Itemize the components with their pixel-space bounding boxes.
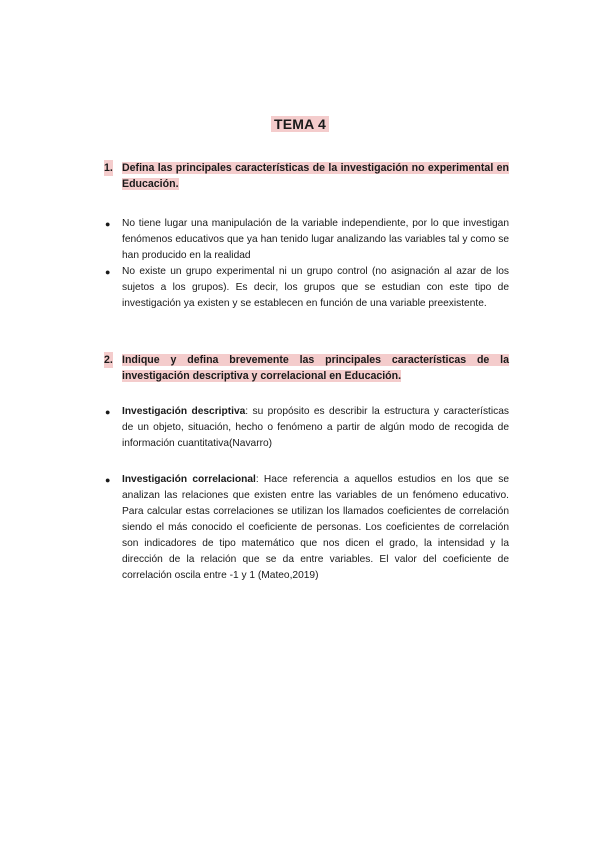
list-item bbox=[104, 264, 509, 312]
bullet-icon: ● bbox=[105, 267, 111, 277]
page-title bbox=[0, 116, 600, 132]
list-item-text: : Hace referencia a aquellos estudios en los que se analizan las relaciones que existen entre las variables de un fenómeno educativo. Para calcular estas correlaciones se utilizan los llamados coeficientes de correlación siendo el más conocido el coeficiente de personas. Los coeficientes de correlación son indicadores de tipo matemático que nos dicen el grado, la intensidad y la dirección de la relación que se da entre variables. El valor del coeficiente de correlación oscila entre -1 y 1 (Mateo,2019) bbox=[122, 474, 509, 581]
bullet-icon: ● bbox=[105, 219, 111, 229]
bullet-icon: ● bbox=[105, 407, 111, 417]
question-2-answer-item-1 bbox=[104, 404, 509, 452]
list-item bbox=[104, 472, 509, 584]
page-title-text: TEMA 4 bbox=[271, 116, 329, 132]
question-2-answer-item-2 bbox=[104, 472, 509, 584]
list-item-text: No existe un grupo experimental ni un grupo control (no asignación al azar de los sujetos a los grupos). Es decir, los grupos que se estudian con este tipo de investigación ya existen y se establecen en función de una variable preexistente. bbox=[122, 266, 509, 309]
bullet-icon: ● bbox=[105, 475, 111, 485]
question-1-answer-list bbox=[104, 216, 509, 312]
list-item bbox=[104, 404, 509, 452]
term-correlacional: Investigación correlacional bbox=[122, 474, 256, 485]
question-1-text: Defina las principales características de la investigación no experimental en Educación. bbox=[122, 162, 509, 190]
term-descriptiva: Investigación descriptiva bbox=[122, 406, 246, 417]
question-1-number: 1. bbox=[104, 162, 113, 174]
list-item-text: No tiene lugar una manipulación de la variable independiente, por lo que investigan fenómenos educativos que ya han tenido lugar analizando las variables tal y como se han producido en la realidad bbox=[122, 218, 509, 261]
list-item-text: : su propósito es describir la estructura y características de un objeto, situación, hecho o fenómeno a partir de algún modo de recogida de información cuantitativa(Navarro) bbox=[122, 406, 510, 449]
question-2 bbox=[104, 352, 509, 384]
question-2-number: 2. bbox=[104, 354, 113, 366]
question-1 bbox=[104, 160, 509, 192]
list-item bbox=[104, 216, 509, 264]
question-2-text: Indique y defina brevemente las principales características de la investigación descriptiva y correlacional en Educación. bbox=[122, 354, 509, 382]
